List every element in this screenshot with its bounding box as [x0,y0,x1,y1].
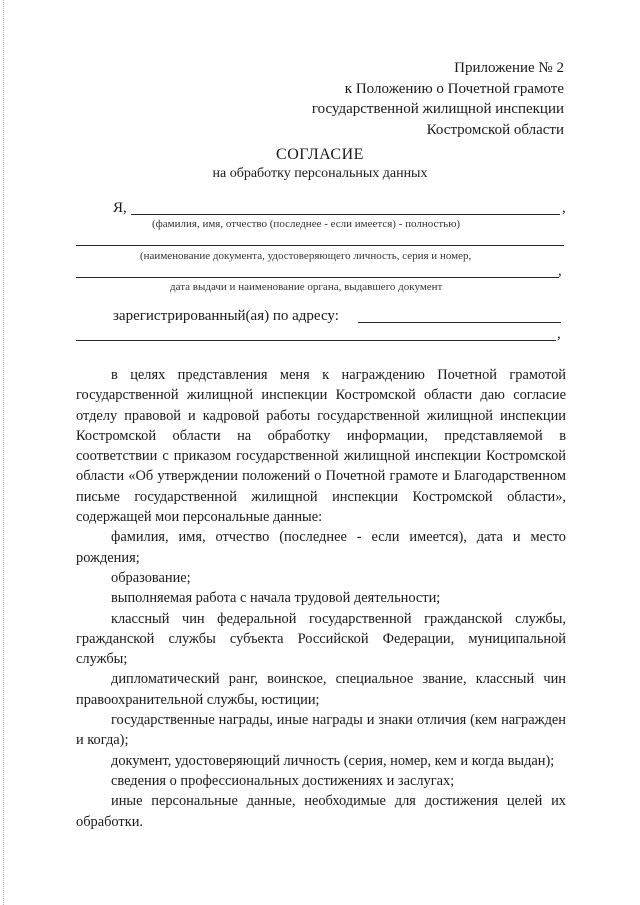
data-item: фамилия, имя, отчество (последнее - если имеется), дата и место рождения; [76,529,566,566]
scan-edge-mark [3,0,5,905]
consent-body [76,365,566,832]
data-item: дипломатический ранг, воинское, специальное звание, классный чин правоохранительной службы, юстиции; [76,671,566,708]
issue-hint: дата выдачи и наименование органа, выдавшего документ [170,281,443,293]
document-hint: (наименование документа, удостоверяющего личность, серия и номер, [140,250,472,262]
data-item: образование; [111,569,191,586]
appendix-reference: к Положению о Почетной грамоте [344,80,564,97]
data-item: документ, удостоверяющий личность (серия, номер, кем и когда выдан); [111,752,555,769]
issue-comma: , [558,263,562,279]
address-comma: , [557,326,561,342]
document-field-line[interactable] [76,245,564,246]
name-hint: (фамилия, имя, отчество (последнее - если имеется) - полностью) [152,218,461,230]
issue-field-line[interactable] [76,277,559,278]
document-subtitle: на обработку персональных данных [212,166,428,181]
document-title: СОГЛАСИЕ [276,146,364,163]
i-label: Я, [113,200,127,216]
data-item: сведения о профессиональных достижениях и заслугах; [111,772,455,789]
address-field-line-1[interactable] [358,322,561,323]
data-item: государственные награды, иные награды и знаки отличия (кем награжден и когда); [76,712,566,749]
appendix-number: Приложение № 2 [454,60,564,76]
data-item: классный чин федеральной государственной гражданской службы, гражданской службы субъекта Российской Федерации, муниципальной службы; [76,610,566,668]
data-item: иные персональные данные, необходимые для достижения целей их обработки. [76,793,566,830]
name-field-line[interactable] [131,214,560,215]
name-comma: , [562,200,566,216]
appendix-region: Костромской области [426,121,564,138]
appendix-organization: государственной жилищной инспекции [311,101,564,117]
address-label: зарегистрированный(ая) по адресу: [113,308,339,324]
data-item: выполняемая работа с начала трудовой деятельности; [111,590,441,607]
consent-intro: в целях представления меня к награждению Почетной грамотой государственной жилищной инспекции Костромской области даю согласие отделу правовой и кадровой работы государственной жилищной инспекции Костромской области на обработку информации, представляемой в соответствии с приказом государственной жилищной инспекции Костромской области «Об утверждении положений о Почетной грамоте и Благодарственном письме государственной жилищной инспекции Костромской области», содержащей мои персональные данные: [76,367,566,526]
address-field-line-2[interactable] [76,340,556,341]
appendix-header [312,58,564,140]
